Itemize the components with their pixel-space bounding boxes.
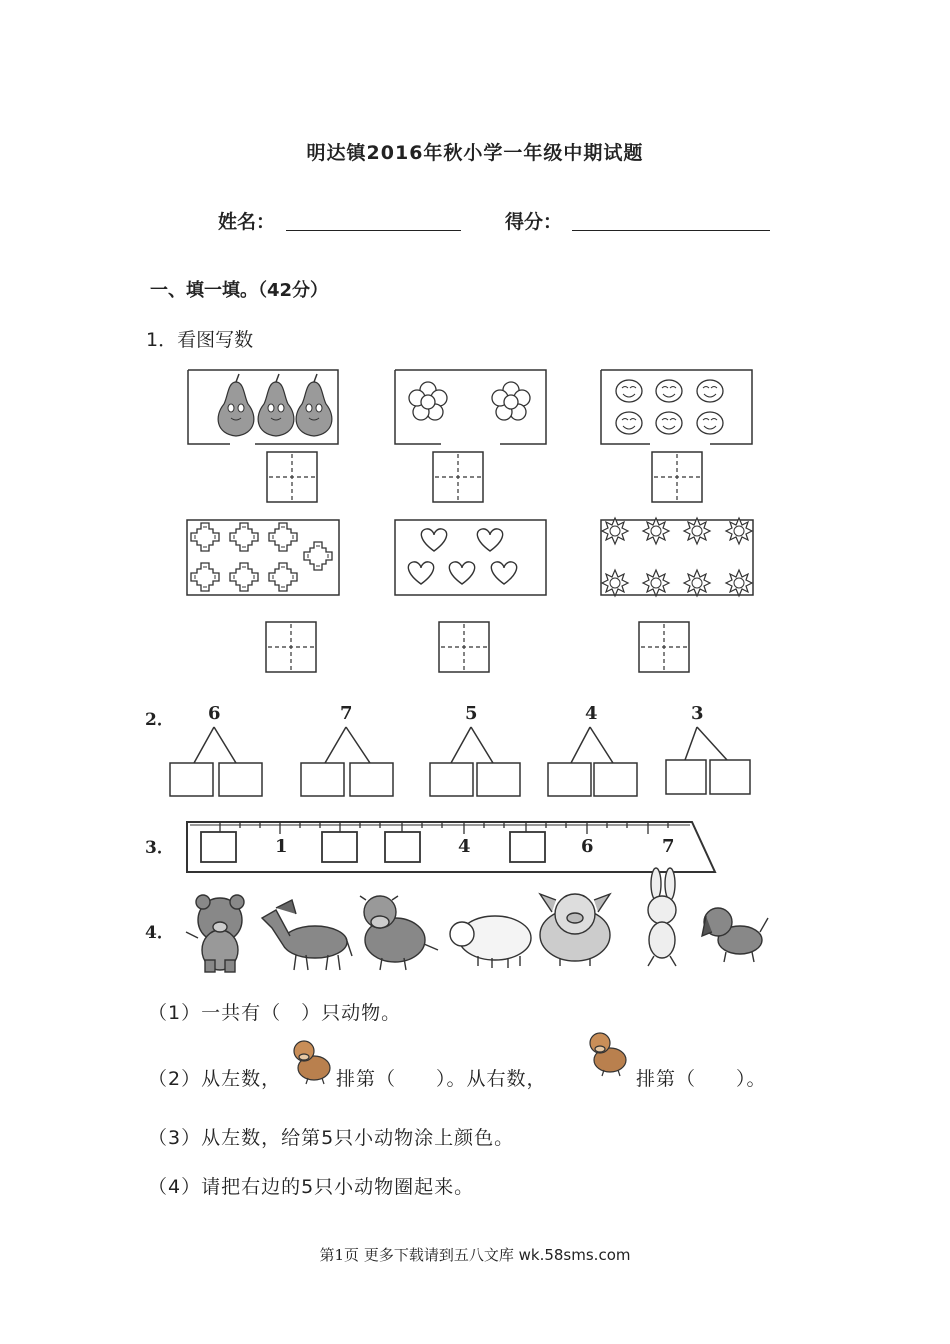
cow-icon bbox=[294, 1041, 330, 1084]
split-number: 3 bbox=[691, 703, 704, 724]
cow-icon bbox=[590, 1033, 626, 1076]
q4-sub4: （4）请把右边的5只小动物圈起来。 bbox=[148, 1176, 475, 1198]
ruler-number: 1 bbox=[275, 836, 288, 857]
q4-label: 4． bbox=[145, 923, 174, 943]
q4-sub1: （1）一共有（ ）只动物。 bbox=[148, 1002, 402, 1024]
section-heading: 一、填一填。（42分） bbox=[150, 280, 329, 301]
score-label: 得分： bbox=[505, 211, 563, 233]
footer-link[interactable]: wk.58sms.com bbox=[518, 1246, 631, 1264]
split-number: 7 bbox=[340, 703, 353, 724]
ruler-number: 4 bbox=[458, 836, 471, 857]
split-number: 5 bbox=[465, 703, 478, 724]
name-label: 姓名： bbox=[218, 211, 276, 233]
page-footer bbox=[0, 1244, 950, 1265]
q1-label: 1．看图写数 bbox=[146, 329, 254, 351]
ruler-number: 7 bbox=[662, 836, 675, 857]
page-title: 明达镇2016年秋小学一年级中期试题 bbox=[306, 142, 644, 164]
q4-sub3: （3）从左数，给第5只小动物涂上颜色。 bbox=[148, 1127, 515, 1149]
split-number: 6 bbox=[208, 703, 221, 724]
q4-sub2-middle: 排第（ ）。从右数， bbox=[336, 1068, 547, 1090]
ruler-number: 6 bbox=[581, 836, 594, 857]
footer-text: 第1页 更多下载请到五八文库 bbox=[319, 1246, 514, 1264]
q3-label: 3． bbox=[145, 838, 174, 858]
q4-sub2-end: 排第（ ）。 bbox=[636, 1068, 767, 1090]
split-number: 4 bbox=[585, 703, 598, 724]
q4-sub2-start: （2）从左数， bbox=[148, 1068, 282, 1090]
q2-label: 2． bbox=[145, 710, 174, 730]
